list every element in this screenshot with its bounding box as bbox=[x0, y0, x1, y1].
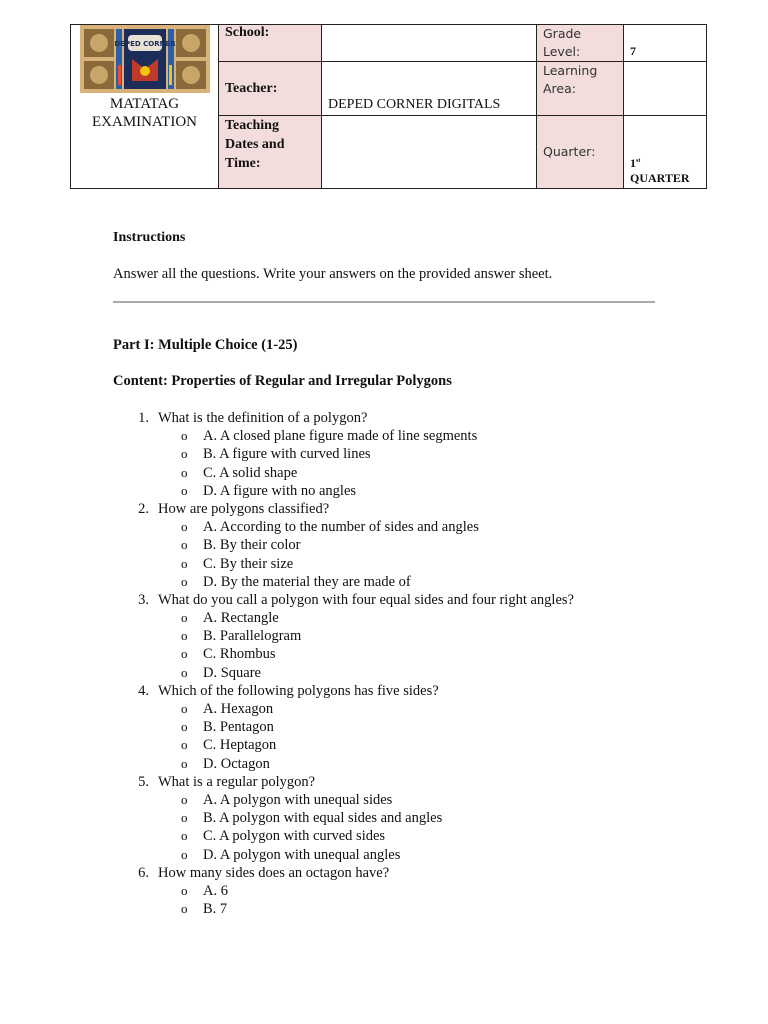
part-heading: Part I: Multiple Choice (1-25) bbox=[113, 337, 298, 353]
bullet-icon: o bbox=[181, 828, 188, 844]
logo-text: DEPED CORNER bbox=[113, 40, 176, 48]
question-3: 3. What do you call a polygon with four equal sides and four right angles? bbox=[138, 591, 574, 608]
option-5d[interactable]: o D. A polygon with unequal angles bbox=[181, 846, 401, 863]
quarter-value[interactable]: 1st QUARTER bbox=[624, 116, 707, 189]
bullet-icon: o bbox=[181, 555, 188, 571]
question-1: 1. What is the definition of a polygon? bbox=[138, 410, 368, 426]
content-heading: Content: Properties of Regular and Irregular Polygons bbox=[113, 373, 452, 389]
bullet-icon: o bbox=[181, 882, 188, 898]
instructions-text: Answer all the questions. Write your answers on the provided answer sheet. bbox=[113, 266, 553, 282]
option-3c[interactable]: o C. Rhombus bbox=[181, 646, 276, 663]
option-6a[interactable]: o A. 6 bbox=[181, 882, 228, 899]
deped-corner-logo bbox=[80, 25, 210, 93]
bullet-icon: o bbox=[181, 719, 188, 735]
option-1d[interactable]: o D. A figure with no angles bbox=[181, 482, 357, 499]
bullet-icon: o bbox=[181, 755, 188, 771]
logo-cell bbox=[71, 25, 219, 189]
school-value[interactable] bbox=[322, 25, 537, 62]
learning-area-value[interactable] bbox=[624, 62, 707, 116]
option-1b[interactable]: o B. A figure with curved lines bbox=[181, 446, 371, 463]
teaching-dates-label: Teaching Dates and Time: bbox=[219, 116, 322, 189]
question-2: 2. How are polygons classified? bbox=[138, 500, 330, 517]
option-1c[interactable]: o C. A solid shape bbox=[181, 464, 298, 481]
option-2c[interactable]: o C. By their size bbox=[181, 555, 294, 572]
bullet-icon: o bbox=[181, 791, 188, 807]
question-4: 4. Which of the following polygons has five sides? bbox=[138, 682, 439, 699]
option-2a[interactable]: o A. According to the number of sides and angles bbox=[181, 519, 479, 536]
option-6b[interactable]: o B. 7 bbox=[181, 901, 228, 918]
bullet-icon: o bbox=[181, 464, 188, 480]
option-4d[interactable]: o D. Octagon bbox=[181, 755, 270, 772]
bullet-icon: o bbox=[181, 737, 188, 753]
question-6: 6. How many sides does an octagon have? bbox=[138, 864, 390, 881]
teacher-label: Teacher: bbox=[219, 62, 322, 116]
option-2b[interactable]: o B. By their color bbox=[181, 537, 301, 554]
teaching-dates-value[interactable] bbox=[322, 116, 537, 189]
bullet-icon: o bbox=[181, 446, 188, 462]
bullet-icon: o bbox=[181, 810, 188, 826]
school-label: School: bbox=[219, 25, 322, 62]
bullet-icon: o bbox=[181, 646, 188, 662]
option-1a[interactable]: o A. A closed plane figure made of line segments bbox=[181, 428, 478, 445]
learning-area-label: Learning Area: bbox=[537, 62, 624, 116]
bullet-icon: o bbox=[181, 610, 188, 626]
bullet-icon: o bbox=[181, 482, 188, 498]
option-3a[interactable]: o A. Rectangle bbox=[181, 610, 279, 627]
bullet-icon: o bbox=[181, 573, 188, 589]
option-5b[interactable]: o B. A polygon with equal sides and angles bbox=[181, 810, 443, 827]
grade-level-label: Grade Level: bbox=[537, 25, 624, 62]
header-table bbox=[70, 24, 707, 189]
option-4c[interactable]: o C. Heptagon bbox=[181, 737, 277, 754]
quarter-label: Quarter: bbox=[537, 116, 624, 189]
bullet-icon: o bbox=[181, 846, 188, 862]
teacher-value[interactable]: DEPED CORNER DIGITALS bbox=[322, 62, 537, 116]
bullet-icon: o bbox=[181, 519, 188, 535]
question-list bbox=[113, 409, 713, 918]
instructions-heading: Instructions bbox=[113, 230, 186, 245]
grade-level-value[interactable]: 7 bbox=[624, 25, 707, 62]
option-5c[interactable]: o C. A polygon with curved sides bbox=[181, 828, 386, 845]
option-5a[interactable]: o A. A polygon with unequal sides bbox=[181, 791, 393, 808]
bullet-icon: o bbox=[181, 664, 188, 680]
bullet-icon: o bbox=[181, 537, 188, 553]
question-5: 5. What is a regular polygon? bbox=[138, 773, 316, 790]
option-2d[interactable]: o D. By the material they are made of bbox=[181, 573, 411, 590]
option-4b[interactable]: o B. Pentagon bbox=[181, 719, 274, 736]
divider bbox=[113, 301, 655, 303]
option-3b[interactable]: o B. Parallelogram bbox=[181, 628, 302, 645]
option-3d[interactable]: o D. Square bbox=[181, 664, 261, 681]
exam-title: MATATAG EXAMINATION bbox=[92, 96, 197, 130]
bullet-icon: o bbox=[181, 701, 188, 716]
bullet-icon: o bbox=[181, 901, 188, 917]
option-4a[interactable]: o A. Hexagon bbox=[181, 701, 274, 717]
bullet-icon: o bbox=[181, 628, 188, 644]
bullet-icon: o bbox=[181, 428, 188, 444]
